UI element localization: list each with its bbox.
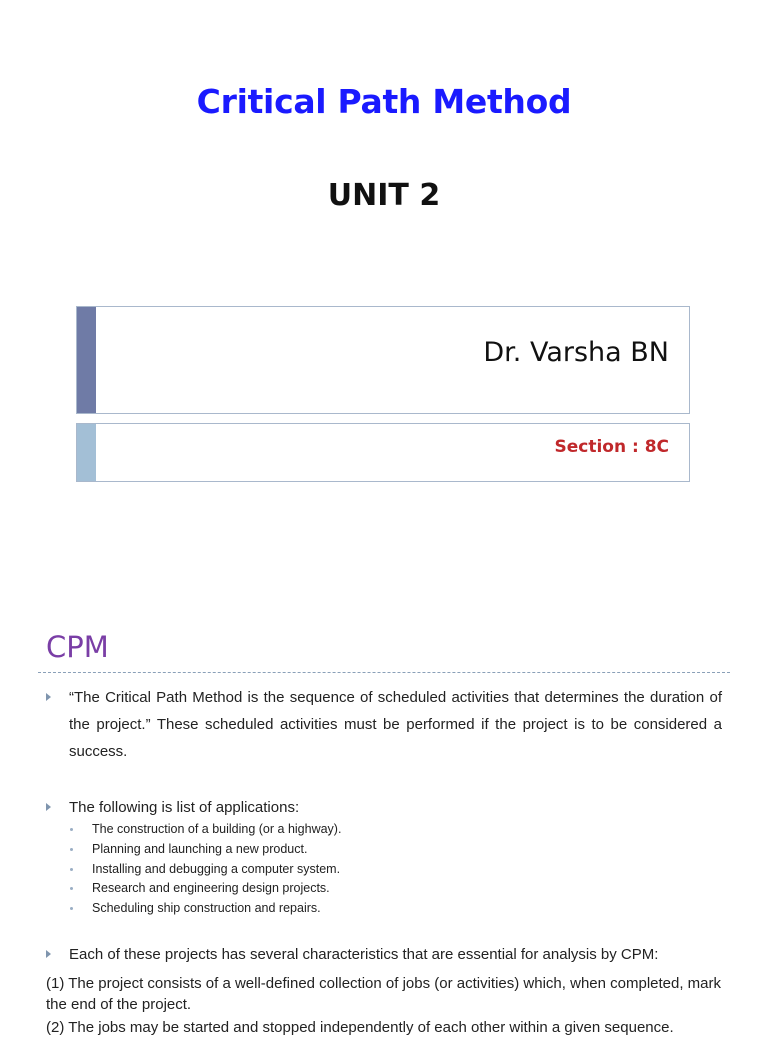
bullet-text: Each of these projects has several characteristics that are essential for analysis by CPM: [69,946,659,963]
dot-bullet-icon [70,848,73,851]
list-item [69,899,341,919]
dot-bullet-icon [70,887,73,890]
list-item [69,879,341,899]
triangle-bullet-icon [46,803,51,811]
list-item-text: Planning and launching a new product. [92,841,308,856]
list-item [69,840,341,860]
list-item-text: Research and engineering design projects. [92,881,330,896]
author-box [76,306,690,414]
dot-bullet-icon [70,828,73,831]
bullet-characteristics [46,941,722,968]
dot-bullet-icon [70,868,73,871]
list-item-text: Installing and debugging a computer system. [92,861,341,876]
triangle-bullet-icon [46,950,51,958]
list-item-text: Scheduling ship construction and repairs. [92,901,321,916]
author-accent-bar [77,307,96,413]
characteristic-2: (2) The jobs may be started and stopped independently of each other within a given sequence. [46,1019,674,1036]
heading-divider [38,672,730,673]
cpm-slide [0,596,768,1036]
section-label: Section : 8C [554,437,669,457]
applications-list [69,820,341,919]
characteristic-1: (1) The project consists of a well-defined collection of jobs (or activities) which, when completed, mark the end of the project. [46,975,722,1013]
list-item-text: The construction of a building (or a highway). [92,822,342,836]
slide-title: Critical Path Method [196,82,572,121]
bullet-text: “The Critical Path Method is the sequence of scheduled activities that determines the duration of the project.” These scheduled activities must be performed if the project is to be considered a success. [69,689,722,760]
bullet-definition [46,684,722,765]
dot-bullet-icon [70,907,73,910]
section-box [76,423,690,482]
slide-heading: CPM [46,630,109,664]
section-accent-bar [77,424,96,481]
bullet-applications [46,794,722,821]
list-item [69,820,341,840]
author-name: Dr. Varsha BN [483,337,669,368]
triangle-bullet-icon [46,693,51,701]
bullet-text: The following is list of applications: [69,799,300,816]
list-item [69,860,341,880]
unit-label: UNIT 2 [327,178,441,213]
